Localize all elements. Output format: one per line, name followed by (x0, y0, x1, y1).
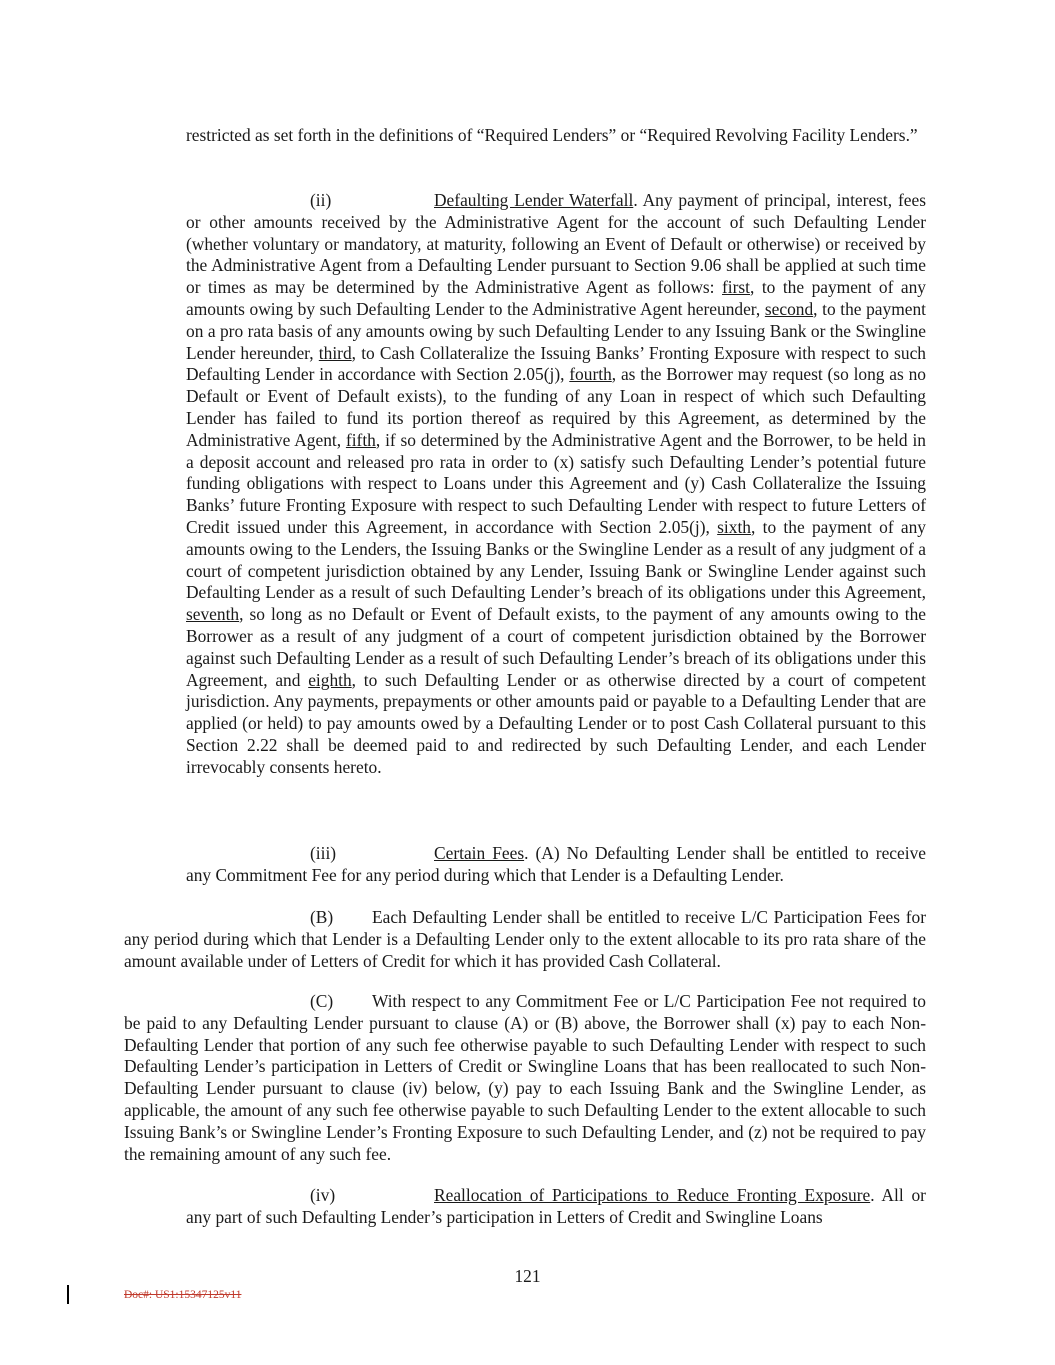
section-iii-heading: Certain Fees (434, 843, 525, 863)
section-iii (186, 843, 926, 887)
clause-c-number: (C) (310, 991, 334, 1011)
waterfall-text-8: , so long as no Default or Event of Default exists, to the payment of any amounts owing to the Borrower as a result of any judgment of a court of competent jurisdiction obtained by the Borrower against such Defaulting Lender as a result of such Defaulting Lender’s breach of its obligations under this Agreement, and (186, 604, 926, 690)
waterfall-eighth: eighth (308, 669, 352, 690)
section-iii-number: (iii) (310, 843, 337, 863)
waterfall-text-6: , if so determined by the Administrative Agent and the Borrower, to be held in a deposit account and released pro rata in order to (x) satisfy such Defaulting Lender’s potential future funding obligations with respect to Loans under this Agreement and (y) Cash Collateralize the Issuing Banks’ future Fronting Exposure with respect to such Defaulting Lender with respect to future Letters of Credit issued under this Agreement, in accordance with Section 2.05(j), (186, 429, 926, 537)
waterfall-text-4: , to Cash Collateralize the Issuing Banks’ Fronting Exposure with respect to such Defaulting Lender in accordance with Section 2.05(j), (186, 342, 927, 385)
waterfall-text-5: , as the Borrower may request (so long as no Default or Event of Default exists), to the funding of any Loan in respect of which such Defaulting Lender has failed to fund its portion thereof as required by this Agreement, as determined by the Administrative Agent, (186, 364, 926, 450)
document-id: Doc#: US1:15347125v11 (124, 1289, 242, 1301)
clause-c-text: With respect to any Commitment Fee or L/C Participation Fee not required to be paid to any Defaulting Lender pursuant to clause (A) or (B) above, the Borrower shall (x) pay to each Non-Defaulting Lender that portion of any such fee otherwise payable to such Defaulting Lender with respect to such Defaulting Lender’s participation in Letters of Credit or Swingline Loans that has been reallocated to such Non-Defaulting Lender pursuant to clause (iv) below, (y) pay to each Issuing Bank and the Swingline Lender, as applicable, the amount of any such fee otherwise payable to such Defaulting Lender to the extent allocable to such Issuing Bank’s or Swingline Lender’s Fronting Exposure to such Defaulting Lender, and (z) not be required to pay the remaining amount of any such fee. (124, 991, 926, 1164)
waterfall-text-7: , to the payment of any amounts owing to the Lenders, the Issuing Banks or the Swingline Lender as a result of any judgment of a court of competent jurisdiction obtained by any Lender, Issuing Bank or Swingline Lender against such Defaulting Lender as a result of such Defaulting Lender’s breach of its obligations under this Agreement, (186, 516, 927, 603)
waterfall-text-3: , to the payment on a pro rata basis of any amounts owing by such Defaulting Lender to any Issuing Bank or the Swingline Lender hereunder, (186, 298, 926, 363)
carryover-paragraph: restricted as set forth in the definitions of “Required Lenders” or “Required Revolving Facility Lenders.” (186, 125, 918, 145)
section-ii-body (186, 190, 926, 779)
section-ii-line1-tail: . Any payment of principal, interest, (633, 190, 893, 210)
section-iii-line1-tail: . (A) No Defaulting Lender shall be entitled to (524, 843, 869, 863)
waterfall-fifth: fifth (345, 429, 376, 450)
section-ii-heading: Defaulting Lender Waterfall (434, 190, 634, 210)
waterfall-first: first (722, 277, 751, 298)
waterfall-sixth: sixth (717, 516, 751, 537)
section-iv-rest: or any part of such Defaulting Lender’s participation in Letters of Credit and Swingline Loans (186, 1185, 926, 1227)
section-iv-number: (iv) (310, 1185, 336, 1205)
section-iv-heading: Reallocation of Participations to Reduce Fronting Exposure (434, 1185, 871, 1205)
page-number: 121 (514, 1266, 541, 1286)
section-iv (186, 1185, 926, 1229)
revision-bar (67, 1285, 69, 1304)
clause-b-number: (B) (310, 907, 334, 927)
waterfall-seventh: seventh (186, 604, 240, 625)
section-iii-rest: receive any Commitment Fee for any period during which that Lender is a Defaulting Lender. (186, 843, 926, 885)
waterfall-text-1: fees or other amounts received by the Administrative Agent for the account of such Defaulting Lender (whether voluntary or mandatory, at maturity, following an Event of Default or otherwise) or received by the Administrative Agent from a Defaulting Lender pursuant to Section 9.06 shall be applied at such time or times as may be determined by the Administrative Agent as follows: (186, 190, 926, 298)
waterfall-third: third (318, 342, 352, 363)
waterfall-text-9: , to such Defaulting Lender or as otherwise directed by a court of competent jurisdiction. Any payments, prepayments or other amounts paid or payable to a Defaulting Lender that are applied (or held) to pay amounts owed by a Defaulting Lender or to post Cash Collateral pursuant to this Section 2.22 shall be deemed paid to and redirected by such Defaulting Lender, and each Lender irrevocably consents hereto. (186, 669, 926, 777)
clause-c (124, 991, 926, 1165)
clause-b (124, 907, 926, 972)
section-ii-number: (ii) (310, 190, 332, 210)
waterfall-fourth: fourth (569, 364, 612, 385)
waterfall-text-2: , to the payment of any amounts owing by such Defaulting Lender to the Administrative Agent hereunder, (186, 277, 927, 319)
clause-b-text: Each Defaulting Lender shall be entitled to receive L/C Participation Fees for any period during which that Lender is a Defaulting Lender only to the extent allocable to its pro rata share of the amount available under of Letters of Credit for which it has provided Cash Collateral. (124, 907, 926, 971)
waterfall-second: second (764, 298, 814, 319)
section-iv-line1-tail: . All (870, 1185, 904, 1205)
